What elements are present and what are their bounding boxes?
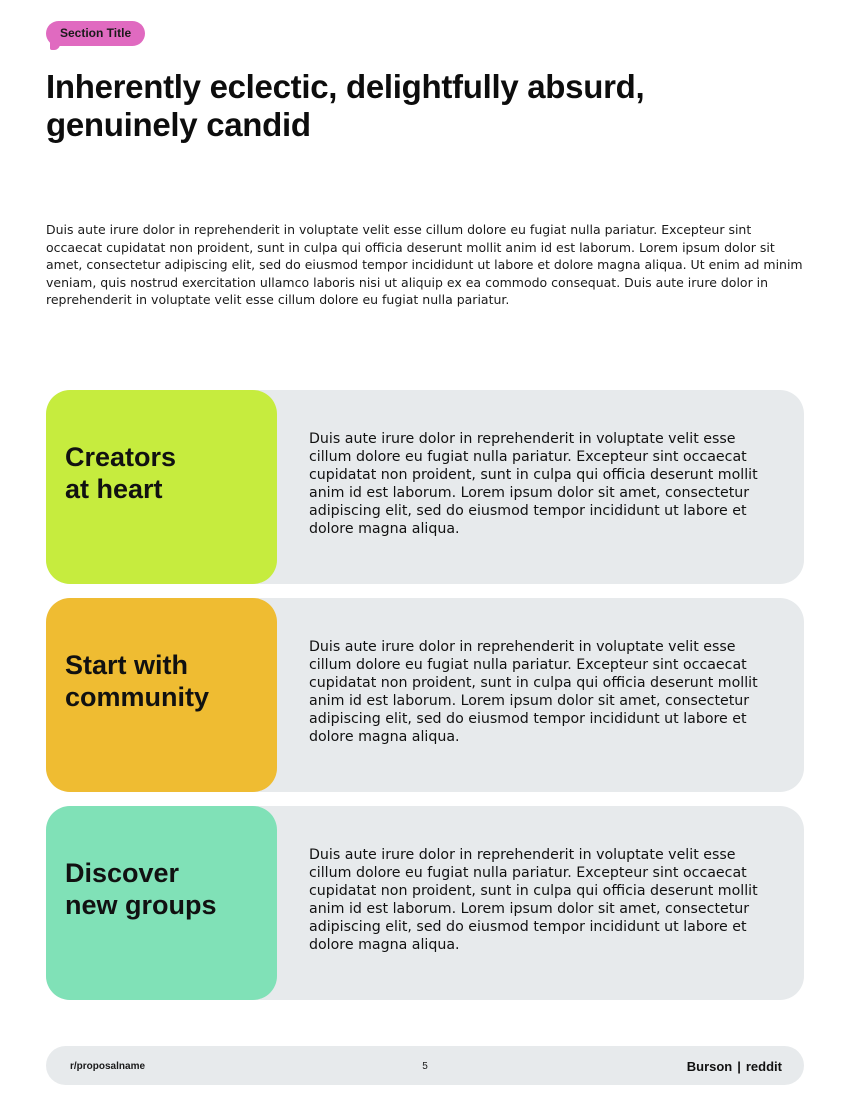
badge-tail-shape <box>50 42 60 50</box>
brand-separator: | <box>737 1059 741 1074</box>
feature-card-body: Duis aute irure dolor in reprehenderit in voluptate velit esse cillum dolore eu fugiat nulla pariatur. Excepteur sint occaecat cupidatat non proident, sunt in culpa qui officia deserunt mollit anim id est laborum. Lorem ipsum dolor sit amet, consectetur adipiscing elit, sed do eiusmod tempor incididunt ut labore et dolore magna aliqua. <box>309 847 758 953</box>
feature-card-groups <box>46 806 804 1000</box>
feature-card-tile <box>46 598 277 792</box>
footer-subreddit: r/proposalname <box>70 1061 146 1072</box>
brand-burson: Burson <box>686 1059 733 1074</box>
brand-reddit: reddit <box>745 1059 782 1074</box>
feature-card-body: Duis aute irure dolor in reprehenderit in voluptate velit esse cillum dolore eu fugiat nulla pariatur. Excepteur sint occaecat cupidatat non proident, sunt in culpa qui officia deserunt mollit anim id est laborum. Lorem ipsum dolor sit amet, consectetur adipiscing elit, sed do eiusmod tempor incididunt ut labore et dolore magna aliqua. <box>309 639 758 745</box>
section-title-badge <box>46 21 145 46</box>
section-title-label: Section Title <box>60 26 132 40</box>
page-headline: Inherently eclectic, delightfully absurd, genuinely candid <box>46 68 645 143</box>
page-footer <box>46 1046 804 1085</box>
footer-page-number: 5 <box>422 1061 428 1072</box>
feature-card-title: Start with community <box>65 650 210 712</box>
footer-brand-lockup <box>687 1046 782 1087</box>
feature-card-community <box>46 598 804 792</box>
feature-card-title: Discover new groups <box>65 858 217 920</box>
feature-card-tile <box>46 390 277 584</box>
feature-card-title: Creators at heart <box>65 442 177 504</box>
feature-card-body: Duis aute irure dolor in reprehenderit in voluptate velit esse cillum dolore eu fugiat nulla pariatur. Excepteur sint occaecat cupidatat non proident, sunt in culpa qui officia deserunt mollit anim id est laborum. Lorem ipsum dolor sit amet, consectetur adipiscing elit, sed do eiusmod tempor incididunt ut labore et dolore magna aliqua. <box>309 431 758 537</box>
feature-card-creators <box>46 390 804 584</box>
intro-paragraph: Duis aute irure dolor in reprehenderit in voluptate velit esse cillum dolore eu fugiat nulla pariatur. Excepteur sint occaecat cupidatat non proident, sunt in culpa qui officia deserunt mollit anim id est laborum. Lorem ipsum dolor sit amet, consectetur adipiscing elit, sed do eiusmod tempor incididunt ut labore et dolore magna aliqua. Ut enim ad minim veniam, quis nostrud exercitation ullamco laboris nisi ut aliquip ex ea commodo consequat. Duis aute irure dolor in reprehenderit in voluptate velit esse cillum dolore eu fugiat nulla pariatur. <box>46 222 803 307</box>
feature-card-tile <box>46 806 277 1000</box>
